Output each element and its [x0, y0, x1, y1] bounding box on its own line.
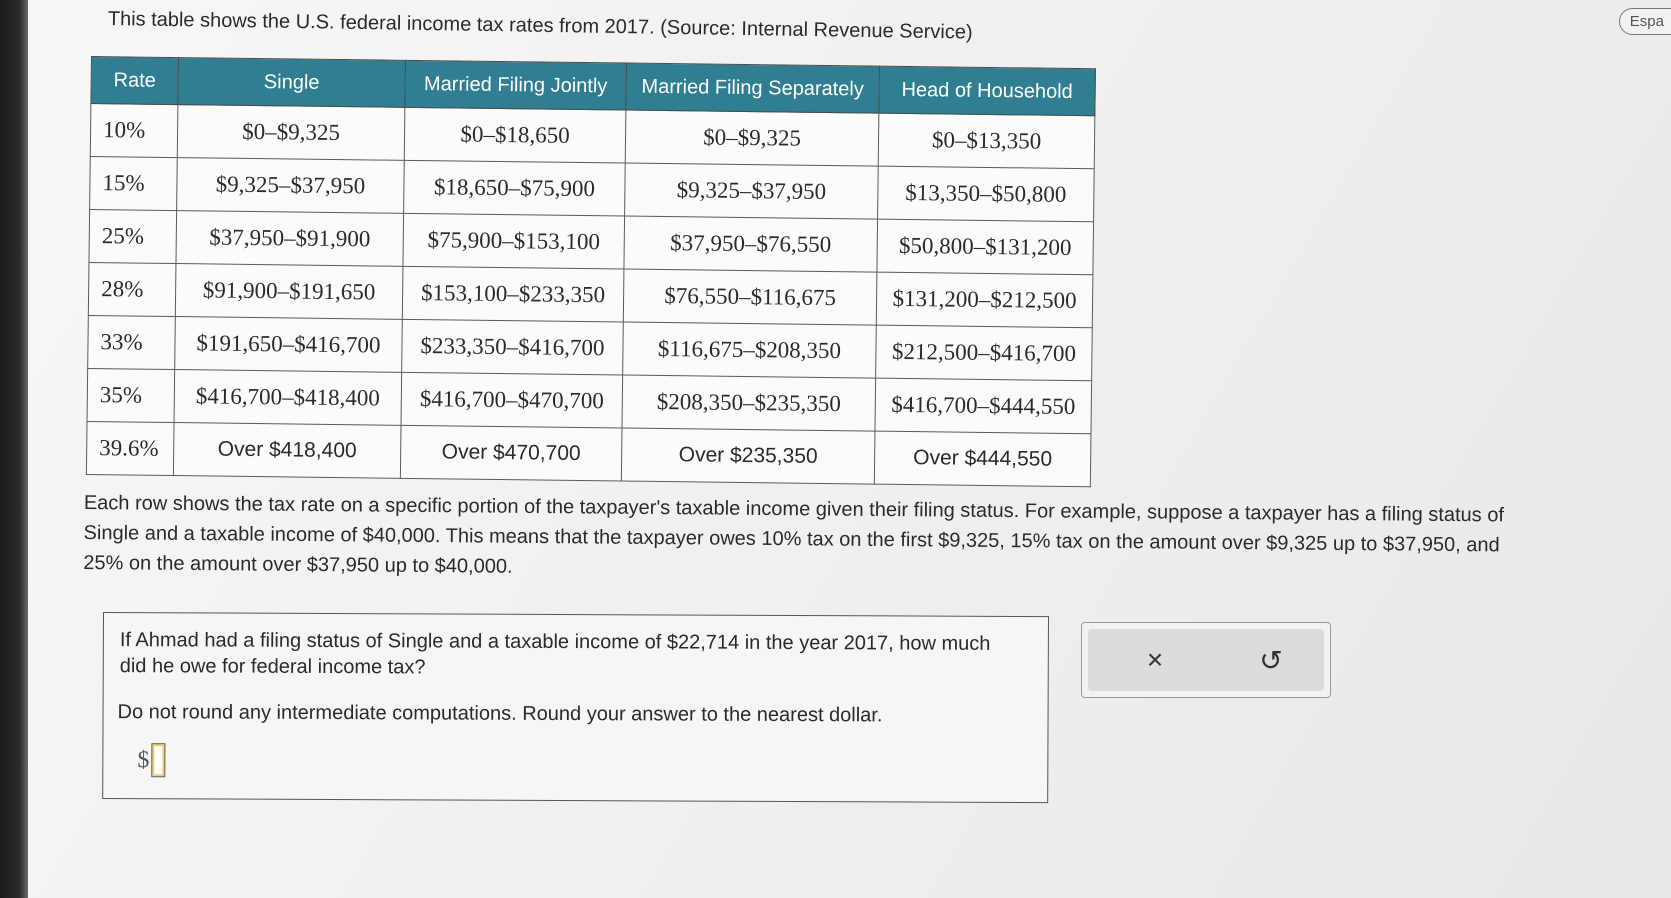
table-cell: $0–$18,650 — [404, 107, 626, 163]
table-cell: $9,325–$37,950 — [625, 163, 879, 219]
table-cell: $131,200–$212,500 — [876, 272, 1093, 328]
action-panel-inner — [1088, 629, 1324, 691]
table-cell: $0–$9,325 — [625, 110, 879, 166]
table-cell: Over $235,350 — [621, 428, 875, 484]
rate-cell: 28% — [88, 262, 176, 316]
undo-icon: ↺ — [1259, 644, 1283, 676]
rate-cell: 25% — [89, 209, 177, 263]
header-single: Single — [178, 58, 406, 108]
header-married-jointly: Married Filing Jointly — [405, 60, 627, 110]
table-cell: $75,900–$153,100 — [403, 213, 625, 269]
table-cell: $18,650–$75,900 — [404, 160, 626, 216]
header-head-of-household: Head of Household — [879, 66, 1096, 116]
answer-input[interactable] — [151, 743, 165, 777]
table-cell: $37,950–$76,550 — [624, 216, 878, 272]
currency-symbol: $ — [137, 746, 150, 773]
table-row — [86, 421, 1091, 486]
page — [28, 0, 1671, 898]
table-cell: $91,900–$191,650 — [175, 264, 403, 320]
table-cell: $13,350–$50,800 — [878, 166, 1095, 222]
rate-cell: 15% — [90, 156, 178, 210]
tax-rate-table — [86, 56, 1096, 487]
header-rate: Rate — [91, 57, 179, 105]
table-cell: $416,700–$470,700 — [401, 372, 623, 428]
rate-cell: 35% — [87, 368, 175, 422]
question-instruction: Do not round any intermediate computations. Round your answer to the nearest dollar. — [117, 701, 883, 727]
language-toggle-button[interactable]: Espa — [1619, 8, 1671, 35]
table-cell: $212,500–$416,700 — [876, 325, 1093, 381]
table-cell: $50,800–$131,200 — [877, 219, 1094, 275]
table-cell: $416,700–$418,400 — [174, 370, 402, 426]
close-icon: × — [1146, 644, 1164, 675]
tax-table-container — [86, 56, 1096, 487]
answer-row — [137, 743, 165, 777]
intro-text: This table shows the U.S. federal income tax rates from 2017. (Source: Internal Revenue Service) — [107, 8, 973, 44]
action-panel — [1081, 622, 1331, 698]
question-text: If Ahmad had a filing status of Single and a taxable income of $22,714 in the year 2017, how much did he owe for federal income tax? — [119, 629, 991, 679]
table-cell: Over $418,400 — [173, 423, 401, 479]
screen-bezel — [0, 0, 28, 898]
clear-button[interactable] — [1138, 643, 1172, 677]
table-cell: $0–$9,325 — [177, 105, 405, 161]
rate-cell: 33% — [88, 315, 176, 369]
table-cell: $0–$13,350 — [878, 113, 1095, 169]
table-cell: Over $470,700 — [400, 425, 622, 481]
undo-button[interactable] — [1254, 643, 1288, 677]
table-cell: $9,325–$37,950 — [177, 158, 405, 214]
table-cell: $116,675–$208,350 — [623, 322, 877, 378]
table-cell: $233,350–$416,700 — [402, 319, 624, 375]
table-cell: $416,700–$444,550 — [875, 378, 1092, 434]
table-cell: Over $444,550 — [874, 431, 1091, 487]
header-married-separately: Married Filing Separately — [626, 63, 880, 113]
rate-cell: 39.6% — [86, 421, 174, 475]
question-box — [102, 612, 1049, 803]
rate-cell: 10% — [90, 104, 178, 158]
table-cell: $76,550–$116,675 — [623, 269, 877, 325]
explanation-text: Each row shows the tax rate on a specific portion of the taxpayer's taxable income given their filing status. For example, suppose a taxpayer has a filing status of Single and a taxable income of $40,000. This means that the taxpayer owes 10% tax on the first $9,325, 15% tax on the amount over $9,325 up to $37,950, and 25% on the amount over $37,950 up to $40,000. — [83, 491, 1505, 578]
table-cell: $153,100–$233,350 — [402, 266, 624, 322]
table-cell: $208,350–$235,350 — [622, 375, 876, 431]
table-cell: $37,950–$91,900 — [176, 211, 404, 267]
table-cell: $191,650–$416,700 — [175, 317, 403, 373]
